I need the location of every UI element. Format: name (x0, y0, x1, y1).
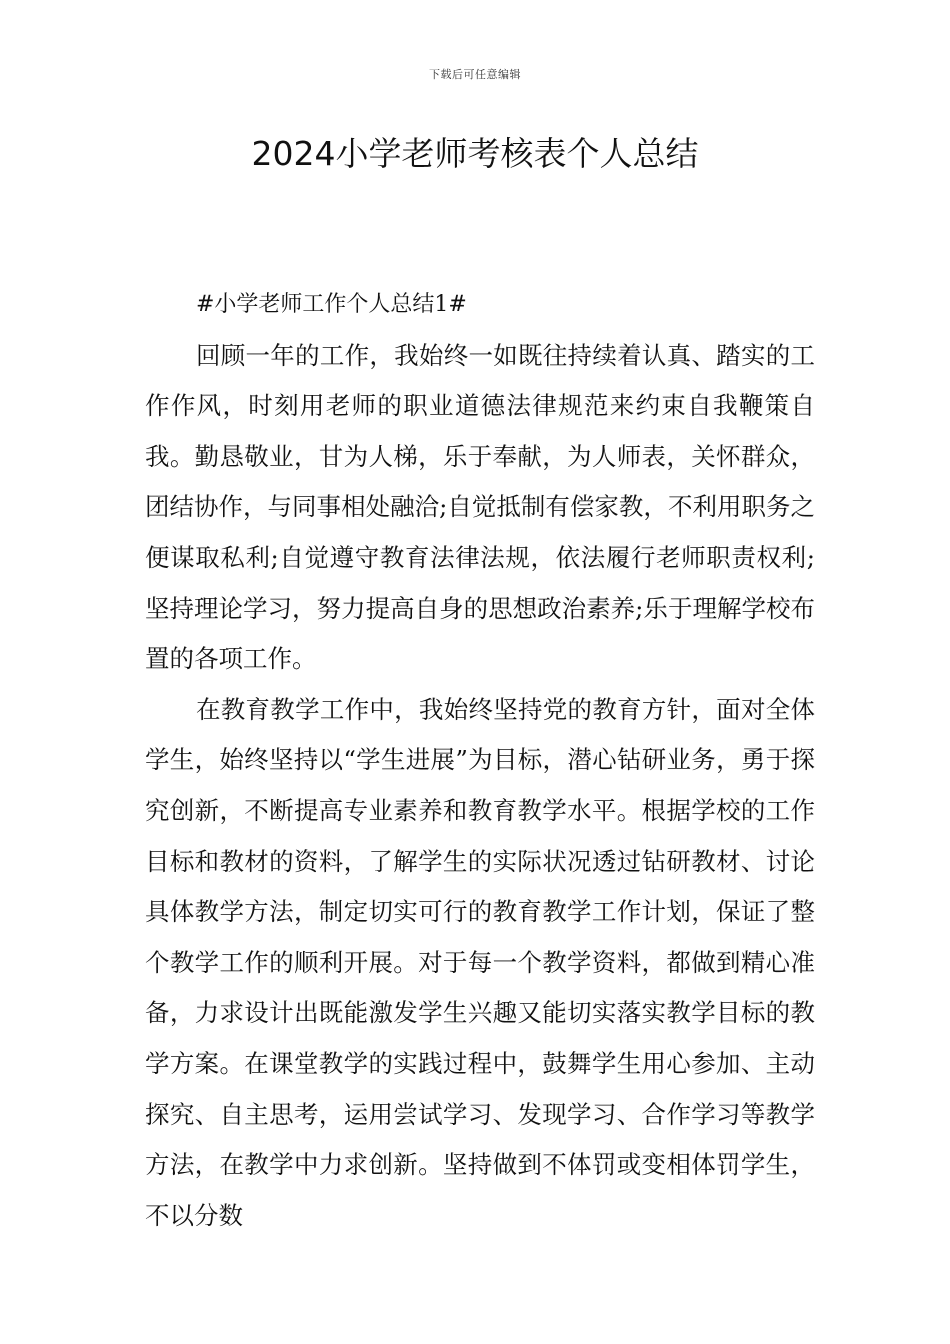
header-note: 下载后可任意编辑 (429, 68, 521, 81)
paragraph-1: 回顾一年的工作，我始终一如既往持续着认真、踏实的工作作风，时刻用老师的职业道德法律规范来约束自我鞭策自我。勤恳敬业，甘为人梯，乐于奉献，为人师表，关怀群众，团结协作，与同事相处融洽;自觉抵制有偿家教，不利用职务之便谋取私利;自觉遵守教育法律法规，依法履行老师职责权利;坚持理论学习，努力提高自身的思想政治素养;乐于理解学校布置的各项工作。 (145, 340, 815, 674)
document-body (145, 280, 815, 1241)
document-title: 2024小学老师考核表个人总结 (251, 134, 699, 173)
paragraph-2: 在教育教学工作中，我始终坚持党的教育方针，面对全体学生，始终坚持以“学生进展”为目标，潜心钻研业务，勇于探究创新，不断提高专业素养和教育教学水平。根据学校的工作目标和教材的资料，了解学生的实际状况透过钻研教材、讨论具体教学方法，制定切实可行的教育教学工作计划，保证了整个教学工作的顺利开展。对于每一个教学资料，都做到精心准备，力求设计出既能激发学生兴趣又能切实落实教学目标的教学方案。在课堂教学的实践过程中，鼓舞学生用心参加、主动探究、自主思考，运用尝试学习、发现学习、合作学习等教学方法，在教学中力求创新。坚持做到不体罚或变相体罚学生，不以分数 (145, 694, 815, 1230)
section-heading: #小学老师工作个人总结1# (196, 292, 467, 317)
